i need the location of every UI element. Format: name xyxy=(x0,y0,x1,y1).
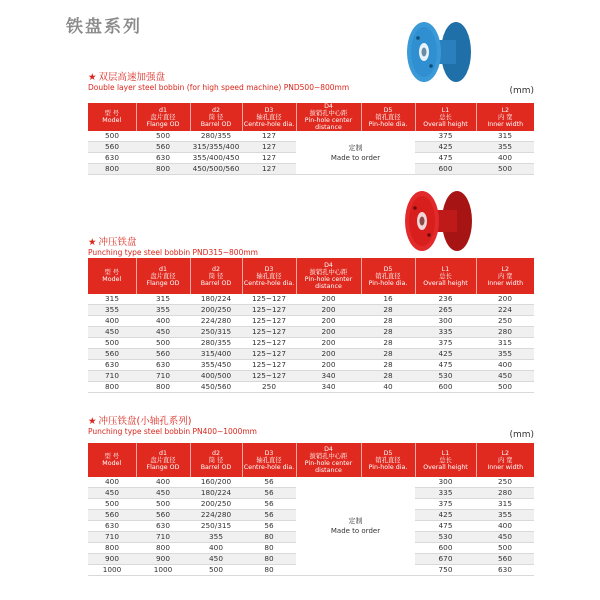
cell-d2: 200/250 xyxy=(190,499,242,510)
col-header-d4: D4 拔销孔中心距 Pin-hole center distance xyxy=(296,103,361,131)
cell-d3: 127 xyxy=(242,153,296,164)
star-icon: ★ xyxy=(88,416,97,427)
cell-d3: 125~127 xyxy=(242,371,296,382)
cell-d3: 125~127 xyxy=(242,338,296,349)
page-title: 铁盘系列 xyxy=(66,17,142,37)
cell-d3: 125~127 xyxy=(242,360,296,371)
col-header-l2: L2 内 宽 Inner width xyxy=(476,443,534,477)
cell-d3: 125~127 xyxy=(242,327,296,338)
cell-model: 355 xyxy=(88,305,136,316)
col-header-model: 型 号 Model xyxy=(88,258,136,294)
cell-d3: 80 xyxy=(242,554,296,565)
cell-l1: 475 xyxy=(415,521,476,532)
cell-d3: 125~127 xyxy=(242,305,296,316)
cell-model: 500 xyxy=(88,499,136,510)
unit-label: (mm) xyxy=(509,86,534,96)
cell-l2: 355 xyxy=(476,142,534,153)
cell-l1: 475 xyxy=(415,360,476,371)
cell-d2: 180/224 xyxy=(190,294,242,305)
cell-d4: 340 xyxy=(296,382,361,393)
table-row xyxy=(88,305,534,316)
cell-l1: 335 xyxy=(415,488,476,499)
cell-l1: 475 xyxy=(415,153,476,164)
table-row xyxy=(88,477,534,488)
cell-d3: 56 xyxy=(242,488,296,499)
col-header-l1: L1 总长 Overall height xyxy=(415,103,476,131)
cell-model: 315 xyxy=(88,294,136,305)
cell-d2: 450/500/560 xyxy=(190,164,242,175)
col-header-d2: d2 筒 径 Barrel OD xyxy=(190,103,242,131)
section-title xyxy=(88,72,534,83)
col-header-d1: d1 盘片直径 Flange OD xyxy=(136,258,190,294)
cell-l2: 280 xyxy=(476,327,534,338)
cell-d1: 560 xyxy=(136,510,190,521)
made-to-order-note xyxy=(296,131,415,175)
col-header-d4: D4 拔销孔中心距 Pin-hole center distance xyxy=(296,258,361,294)
cell-d1: 450 xyxy=(136,327,190,338)
col-header-d2: d2 筒 径 Barrel OD xyxy=(190,258,242,294)
cell-d1: 355 xyxy=(136,305,190,316)
cell-l1: 425 xyxy=(415,142,476,153)
cell-d5: 28 xyxy=(361,371,415,382)
cell-l1: 375 xyxy=(415,338,476,349)
cell-d1: 500 xyxy=(136,499,190,510)
table-row xyxy=(88,294,534,305)
cell-d3: 127 xyxy=(242,164,296,175)
cell-model: 1000 xyxy=(88,565,136,576)
cell-model: 560 xyxy=(88,510,136,521)
cell-d2: 280/355 xyxy=(190,131,242,142)
col-header-d2: d2 筒 径 Barrel OD xyxy=(190,443,242,477)
col-header-l1: L1 总长 Overall height xyxy=(415,443,476,477)
col-header-model: 型 号 Model xyxy=(88,443,136,477)
cell-d2: 280/355 xyxy=(190,338,242,349)
cell-l1: 600 xyxy=(415,382,476,393)
table-body xyxy=(88,477,534,576)
cell-l2: 250 xyxy=(476,477,534,488)
cell-l2: 315 xyxy=(476,499,534,510)
cell-model: 560 xyxy=(88,142,136,153)
cell-l2: 280 xyxy=(476,488,534,499)
col-header-d5: D5 销孔直径 Pin-hole dia. xyxy=(361,103,415,131)
cell-d1: 500 xyxy=(136,131,190,142)
spec-table-punching xyxy=(88,258,534,393)
cell-d4: 200 xyxy=(296,360,361,371)
cell-d3: 80 xyxy=(242,543,296,554)
section-title-cn: 冲压铁盘(小轴孔系列) xyxy=(98,416,192,427)
cell-d2: 355/400/450 xyxy=(190,153,242,164)
cell-model: 400 xyxy=(88,477,136,488)
cell-d3: 56 xyxy=(242,521,296,532)
cell-model: 710 xyxy=(88,532,136,543)
cell-model: 630 xyxy=(88,153,136,164)
col-header-d1: d1 盘片直径 Flange OD xyxy=(136,103,190,131)
cell-d5: 28 xyxy=(361,349,415,360)
table-row xyxy=(88,316,534,327)
cell-model: 710 xyxy=(88,371,136,382)
cell-d5: 28 xyxy=(361,338,415,349)
cell-model: 900 xyxy=(88,554,136,565)
cell-d2: 400 xyxy=(190,543,242,554)
spec-table-small-hole xyxy=(88,443,534,576)
table-header-row xyxy=(88,103,534,131)
cell-d1: 710 xyxy=(136,532,190,543)
section-subtitle-en: Double layer steel bobbin (for high speed machine) PND500~800mm xyxy=(88,83,350,92)
cell-d3: 127 xyxy=(242,142,296,153)
cell-d3: 125~127 xyxy=(242,294,296,305)
cell-l1: 425 xyxy=(415,349,476,360)
cell-d2: 355 xyxy=(190,532,242,543)
col-header-d5: D5 销孔直径 Pin-hole dia. xyxy=(361,443,415,477)
cell-d1: 800 xyxy=(136,543,190,554)
cell-d1: 450 xyxy=(136,488,190,499)
made-to-order-note xyxy=(296,477,415,576)
cell-l1: 600 xyxy=(415,164,476,175)
cell-d1: 400 xyxy=(136,477,190,488)
cell-d3: 56 xyxy=(242,510,296,521)
table-header-row xyxy=(88,258,534,294)
cell-l1: 236 xyxy=(415,294,476,305)
section-title-cn: 冲压铁盘 xyxy=(98,237,137,248)
cell-d2: 315/355/400 xyxy=(190,142,242,153)
note-en: Made to order xyxy=(330,527,381,535)
cell-l2: 560 xyxy=(476,554,534,565)
cell-d5: 28 xyxy=(361,360,415,371)
cell-d1: 500 xyxy=(136,338,190,349)
cell-l2: 315 xyxy=(476,338,534,349)
cell-d2: 160/200 xyxy=(190,477,242,488)
cell-l1: 530 xyxy=(415,371,476,382)
cell-model: 450 xyxy=(88,488,136,499)
cell-model: 560 xyxy=(88,349,136,360)
col-header-d3: D3 轴孔直径 Centre-hole dia. xyxy=(242,443,296,477)
table-body xyxy=(88,131,534,175)
cell-d2: 224/280 xyxy=(190,510,242,521)
cell-model: 630 xyxy=(88,521,136,532)
cell-l1: 265 xyxy=(415,305,476,316)
cell-d2: 355/450 xyxy=(190,360,242,371)
cell-d1: 800 xyxy=(136,164,190,175)
cell-d1: 1000 xyxy=(136,565,190,576)
cell-l2: 400 xyxy=(476,360,534,371)
cell-d1: 560 xyxy=(136,349,190,360)
section-punching-small-hole xyxy=(88,416,534,576)
col-header-l2: L2 内 宽 Inner width xyxy=(476,258,534,294)
table-row xyxy=(88,371,534,382)
cell-d2: 224/280 xyxy=(190,316,242,327)
cell-l2: 450 xyxy=(476,532,534,543)
cell-d3: 125~127 xyxy=(242,316,296,327)
cell-l1: 750 xyxy=(415,565,476,576)
note-cn: 定制 xyxy=(348,143,363,152)
cell-model: 400 xyxy=(88,316,136,327)
cell-model: 800 xyxy=(88,164,136,175)
cell-d1: 900 xyxy=(136,554,190,565)
cell-l2: 400 xyxy=(476,521,534,532)
cell-d4: 200 xyxy=(296,349,361,360)
col-header-l2: L2 内 宽 Inner width xyxy=(476,103,534,131)
cell-d5: 28 xyxy=(361,305,415,316)
cell-d5: 40 xyxy=(361,382,415,393)
cell-d1: 630 xyxy=(136,153,190,164)
cell-d3: 56 xyxy=(242,499,296,510)
cell-l1: 670 xyxy=(415,554,476,565)
cell-l1: 300 xyxy=(415,316,476,327)
cell-l2: 500 xyxy=(476,382,534,393)
table-row xyxy=(88,382,534,393)
cell-d3: 125~127 xyxy=(242,349,296,360)
cell-d2: 400/500 xyxy=(190,371,242,382)
note-en: Made to order xyxy=(330,153,381,162)
col-header-model: 型 号 Model xyxy=(88,103,136,131)
cell-d1: 800 xyxy=(136,382,190,393)
cell-d2: 250/315 xyxy=(190,327,242,338)
cell-d4: 200 xyxy=(296,338,361,349)
cell-d5: 28 xyxy=(361,327,415,338)
cell-model: 500 xyxy=(88,338,136,349)
cell-d2: 315/400 xyxy=(190,349,242,360)
cell-l2: 200 xyxy=(476,294,534,305)
cell-l1: 300 xyxy=(415,477,476,488)
cell-l1: 335 xyxy=(415,327,476,338)
unit-label: (mm) xyxy=(509,430,534,440)
cell-d3: 127 xyxy=(242,131,296,142)
col-header-l1: L1 总长 Overall height xyxy=(415,258,476,294)
star-icon: ★ xyxy=(88,237,97,248)
spec-table-double-layer xyxy=(88,103,534,175)
section-subtitle-en: Punching type steel bobbin PN400~1000mm xyxy=(88,427,257,436)
cell-l2: 355 xyxy=(476,349,534,360)
cell-d2: 450/560 xyxy=(190,382,242,393)
cell-d4: 200 xyxy=(296,305,361,316)
cell-l2: 315 xyxy=(476,131,534,142)
cell-d4: 200 xyxy=(296,294,361,305)
cell-d5: 16 xyxy=(361,294,415,305)
table-row xyxy=(88,338,534,349)
note-cn: 定制 xyxy=(348,517,363,525)
cell-l2: 450 xyxy=(476,371,534,382)
section-title xyxy=(88,416,534,427)
section-subtitle-en: Punching type steel bobbin PND315~800mm xyxy=(88,248,258,257)
section-double-layer xyxy=(88,72,534,175)
cell-d5: 28 xyxy=(361,316,415,327)
cell-d3: 80 xyxy=(242,532,296,543)
col-header-d3: D3 轴孔直径 Centre-hole dia. xyxy=(242,103,296,131)
table-row xyxy=(88,327,534,338)
cell-l2: 500 xyxy=(476,164,534,175)
cell-l2: 400 xyxy=(476,153,534,164)
cell-d1: 400 xyxy=(136,316,190,327)
cell-d4: 200 xyxy=(296,327,361,338)
table-body xyxy=(88,294,534,393)
cell-l2: 250 xyxy=(476,316,534,327)
cell-d3: 80 xyxy=(242,565,296,576)
cell-model: 450 xyxy=(88,327,136,338)
cell-model: 500 xyxy=(88,131,136,142)
col-header-d4: D4 拔销孔中心距 Pin-hole center distance xyxy=(296,443,361,477)
cell-l1: 375 xyxy=(415,499,476,510)
col-header-d1: d1 盘片直径 Flange OD xyxy=(136,443,190,477)
cell-model: 630 xyxy=(88,360,136,371)
section-punching xyxy=(88,237,534,393)
cell-d2: 200/250 xyxy=(190,305,242,316)
table-row xyxy=(88,131,534,142)
cell-l2: 355 xyxy=(476,510,534,521)
cell-l1: 375 xyxy=(415,131,476,142)
section-title-cn: 双层高速加强盘 xyxy=(98,72,166,83)
cell-d3: 250 xyxy=(242,382,296,393)
cell-d2: 180/224 xyxy=(190,488,242,499)
cell-l2: 630 xyxy=(476,565,534,576)
section-title xyxy=(88,237,534,248)
table-header-row xyxy=(88,443,534,477)
cell-d4: 200 xyxy=(296,316,361,327)
cell-l2: 500 xyxy=(476,543,534,554)
cell-l2: 224 xyxy=(476,305,534,316)
table-row xyxy=(88,349,534,360)
cell-d1: 560 xyxy=(136,142,190,153)
cell-model: 800 xyxy=(88,543,136,554)
cell-d1: 630 xyxy=(136,521,190,532)
cell-d3: 56 xyxy=(242,477,296,488)
star-icon: ★ xyxy=(88,72,97,83)
col-header-d5: D5 销孔直径 Pin-hole dia. xyxy=(361,258,415,294)
cell-d1: 710 xyxy=(136,371,190,382)
cell-d2: 500 xyxy=(190,565,242,576)
cell-d4: 340 xyxy=(296,371,361,382)
cell-model: 800 xyxy=(88,382,136,393)
cell-d2: 450 xyxy=(190,554,242,565)
cell-l1: 600 xyxy=(415,543,476,554)
cell-l1: 530 xyxy=(415,532,476,543)
cell-d2: 250/315 xyxy=(190,521,242,532)
cell-l1: 425 xyxy=(415,510,476,521)
col-header-d3: D3 轴孔直径 Centre-hole dia. xyxy=(242,258,296,294)
cell-d1: 630 xyxy=(136,360,190,371)
table-row xyxy=(88,360,534,371)
cell-d1: 315 xyxy=(136,294,190,305)
